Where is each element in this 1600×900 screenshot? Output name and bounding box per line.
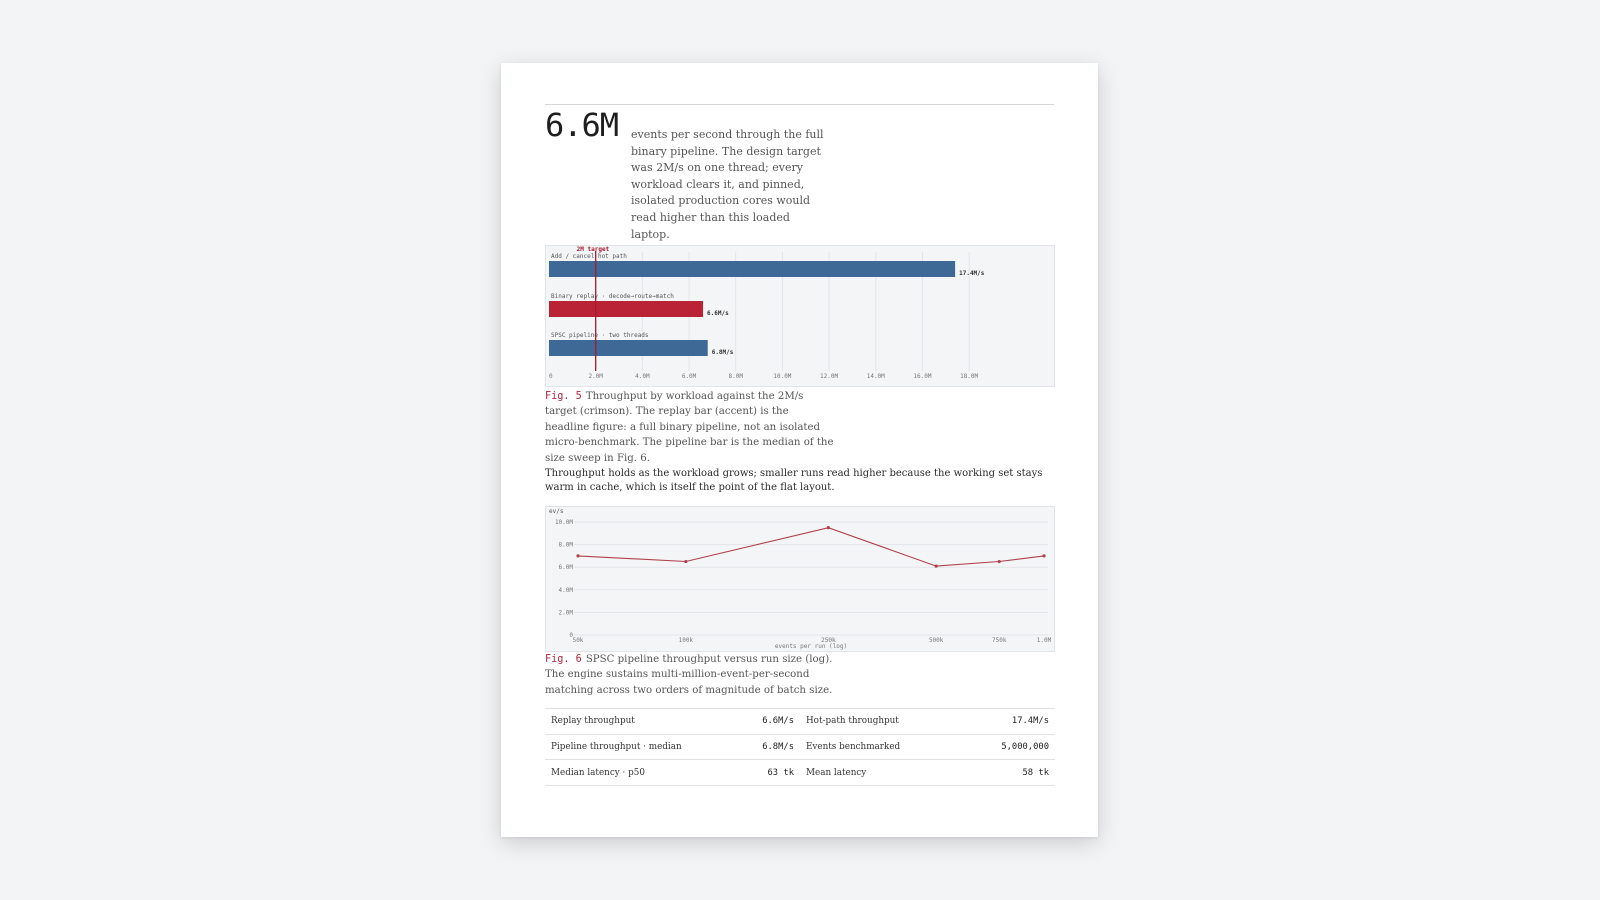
- x-tick-label: 8.0M: [728, 373, 743, 380]
- x-tick-label: 50k: [572, 637, 584, 644]
- x-tick-label: 12.0M: [820, 373, 839, 380]
- y-tick-label: 6.0M: [558, 564, 573, 572]
- bar: [549, 340, 708, 356]
- stats-table: [545, 708, 1055, 786]
- bar-value-label: 6.8M/s: [711, 349, 734, 356]
- data-point: [935, 564, 938, 567]
- fig5-caption: [545, 389, 835, 466]
- report-page: [501, 63, 1098, 837]
- fig6-caption: [545, 652, 835, 698]
- fig5-label: Fig. 5: [545, 391, 582, 402]
- stat-label: Replay throughput: [551, 716, 635, 727]
- stat-label: Mean latency: [806, 767, 867, 778]
- data-point: [1042, 554, 1045, 557]
- data-point: [576, 554, 579, 557]
- stats-row: [545, 735, 1055, 761]
- x-tick-label: 750k: [992, 637, 1007, 644]
- y-axis-label: ev/s: [549, 508, 564, 515]
- x-tick-label: 250k: [821, 637, 836, 644]
- stat-label: Median latency · p50: [551, 767, 645, 778]
- headline-figure: 6.6M: [545, 106, 619, 144]
- stat-value: 58 tk: [1022, 767, 1049, 778]
- body-paragraph: Throughput holds as the workload grows; smaller runs read higher because the working set stays warm in cache, which is itself the point of the flat layout.: [545, 468, 1043, 493]
- fig6-caption-text: SPSC pipeline throughput versus run size (log). The engine sustains multi-million-event-per-second matching across two orders of magnitude of batch size.: [545, 654, 833, 696]
- x-axis-label: events per run (log): [774, 643, 848, 650]
- data-point: [827, 526, 830, 529]
- top-rule: [545, 104, 1054, 105]
- stat-value: 17.4M/s: [1011, 716, 1049, 727]
- x-tick-label: 500k: [928, 637, 944, 644]
- x-tick-label: 4.0M: [635, 373, 650, 380]
- stat-label: Pipeline throughput · median: [551, 742, 682, 753]
- fig6-chart: [545, 506, 1055, 652]
- fig5-chart: [545, 245, 1055, 387]
- fig6-svg: [546, 507, 1054, 651]
- stat-value: 6.8M/s: [762, 742, 794, 753]
- x-tick-label: 16.0M: [913, 373, 932, 380]
- y-tick-label: 8.0M: [558, 541, 573, 549]
- fig6-label: Fig. 6: [545, 654, 582, 665]
- x-tick-label: 14.0M: [866, 373, 885, 380]
- stat-label: Hot-path throughput: [806, 716, 899, 727]
- fig5-svg: [546, 246, 1054, 386]
- headline-text: events per second through the full binary pipeline. The design target was 2M/s on one thread; every workload clears it, and pinned, isolated production cores would read higher than this loaded laptop.: [631, 128, 824, 241]
- y-tick-label: 10.0M: [554, 519, 573, 526]
- stats-row: [545, 760, 1055, 786]
- data-point: [684, 560, 687, 563]
- bar: [549, 261, 955, 277]
- stat-cell: [800, 716, 1055, 726]
- stat-cell: [545, 742, 800, 752]
- x-tick-label: 100k: [678, 637, 694, 644]
- target-label: 2M target: [576, 246, 610, 253]
- x-tick-label: 2.0M: [588, 373, 603, 380]
- x-tick-label: 0: [549, 373, 553, 380]
- bar-category-label: Binary replay · decode→route→match: [551, 293, 674, 300]
- fig5-caption-text: Throughput by workload against the 2M/s target (crimson). The replay bar (accent) is the headline figure: a full binary pipeline, not an isolated micro-benchmark. The pipeline bar is the median of the size sweep in Fig. 6.: [545, 391, 834, 464]
- x-tick-label: 18.0M: [960, 373, 979, 380]
- x-tick-label: 1.0M: [1036, 637, 1052, 644]
- stat-value: 5,000,000: [1001, 742, 1049, 753]
- x-tick-label: 6.0M: [681, 373, 697, 380]
- stats-row: [545, 708, 1055, 735]
- stat-cell: [545, 716, 800, 726]
- y-tick-label: 0: [569, 632, 573, 639]
- y-tick-label: 4.0M: [558, 586, 573, 594]
- stat-cell: [800, 742, 1055, 752]
- stat-cell: [800, 768, 1055, 778]
- bar-value-label: 6.6M/s: [707, 310, 729, 317]
- bar: [549, 301, 703, 317]
- stat-value: 63 tk: [767, 767, 794, 778]
- bar-category-label: Add / cancel hot path: [551, 253, 627, 260]
- data-point: [998, 560, 1001, 563]
- stat-label: Events benchmarked: [806, 742, 901, 753]
- y-tick-label: 2.0M: [558, 609, 573, 617]
- x-tick-label: 10.0M: [773, 373, 792, 380]
- bar-category-label: SPSC pipeline · two threads: [551, 332, 649, 339]
- stat-cell: [545, 768, 800, 778]
- bar-value-label: 17.4M/s: [959, 270, 985, 277]
- stat-value: 6.6M/s: [762, 716, 794, 727]
- series-line: [578, 528, 1044, 566]
